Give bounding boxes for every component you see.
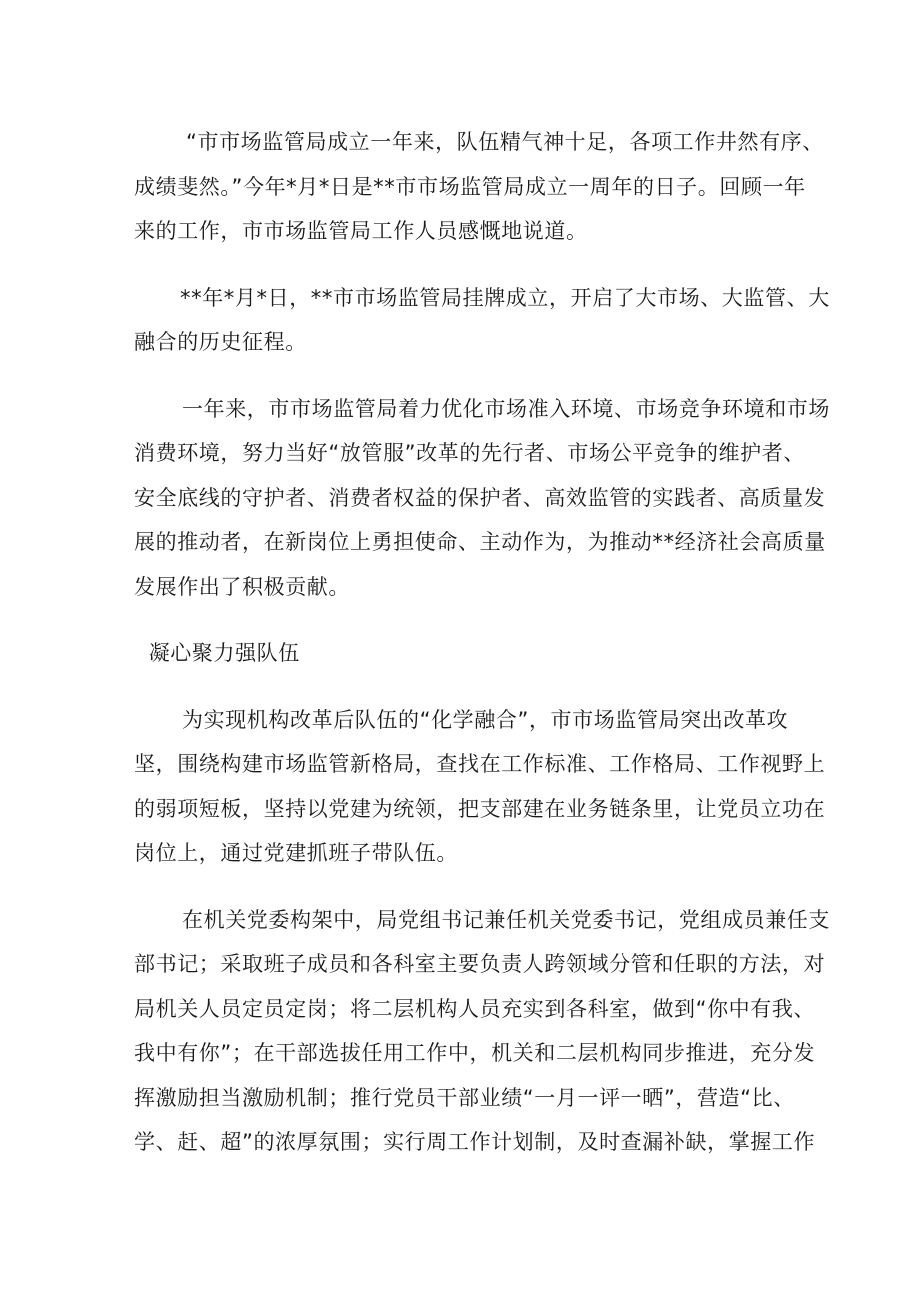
text-line: 融合的历史征程。 [134,330,307,354]
text-line: 挥激励担当激励机制；推行党员干部业绩“一月一评一晒”，营造“比、 [134,1085,795,1110]
text-line: 发展作出了积极贡献。 [134,574,350,599]
paragraph-team-building [134,698,826,876]
text-line: “市市场监管局成立一年来，队伍精气神十足，各项工作井然有序、 [186,130,824,154]
text-line: 展的推动者，在新岗位上勇担使命、主动作为，为推动**经济社会高质量 [134,530,826,554]
section-heading-text: 凝心聚力强队伍 [148,641,300,665]
text-line: 安全底线的守护者、消费者权益的保护者、高效监管的实践者、高质量发 [134,485,826,510]
text-line: 学、赶、超”的浓厚氛围；实行周工作计划制，及时查漏补缺，掌握工作 [134,1130,816,1154]
text-line: 岗位上，通过党建抓班子带队伍。 [134,841,458,865]
text-line: 在机关党委构架中，局党组书记兼任机关党委书记，党组成员兼任支 [182,907,830,932]
paragraph-achievements [134,387,830,610]
text-line: 我中有你”；在干部选拔任用工作中，机关和二层机构同步推进，充分发 [134,1041,816,1065]
text-line: **年*月*日，**市市场监管局挂牌成立，开启了大市场、大监管、大 [180,285,830,310]
text-line: 一年来，市市场监管局着力优化市场准入环境、市场竞争环境和市场 [182,396,830,421]
paragraph-establishment [134,276,830,365]
text-line: 部书记；采取班子成员和各科室主要负责人跨领域分管和任职的方法，对 [134,952,826,976]
text-line: 来的工作，市市场监管局工作人员感慨地说道。 [134,219,588,243]
document-body [134,120,830,1187]
section-heading [134,631,786,676]
paragraph-anniversary-quote [134,120,824,254]
text-line: 坚，围绕构建市场监管新格局，查找在工作标准、工作格局、工作视野上 [134,752,826,776]
text-line: 为实现机构改革后队伍的“化学融合”，市市场监管局突出改革攻 [182,707,789,732]
text-line: 成绩斐然。”今年*月*日是**市市场监管局成立一周年的日子。回顾一年 [134,174,806,199]
paragraph-party-structure [134,898,830,1165]
text-line: 消费环境，努力当好“放管服”改革的先行者、市场公平竞争的维护者、 [134,441,805,465]
text-line: 的弱项短板，坚持以党建为统领，把支部建在业务链条里，让党员立功在 [134,796,826,821]
text-line: 局机关人员定员定岗；将二层机构人员充实到各科室，做到“你中有我、 [134,996,816,1021]
